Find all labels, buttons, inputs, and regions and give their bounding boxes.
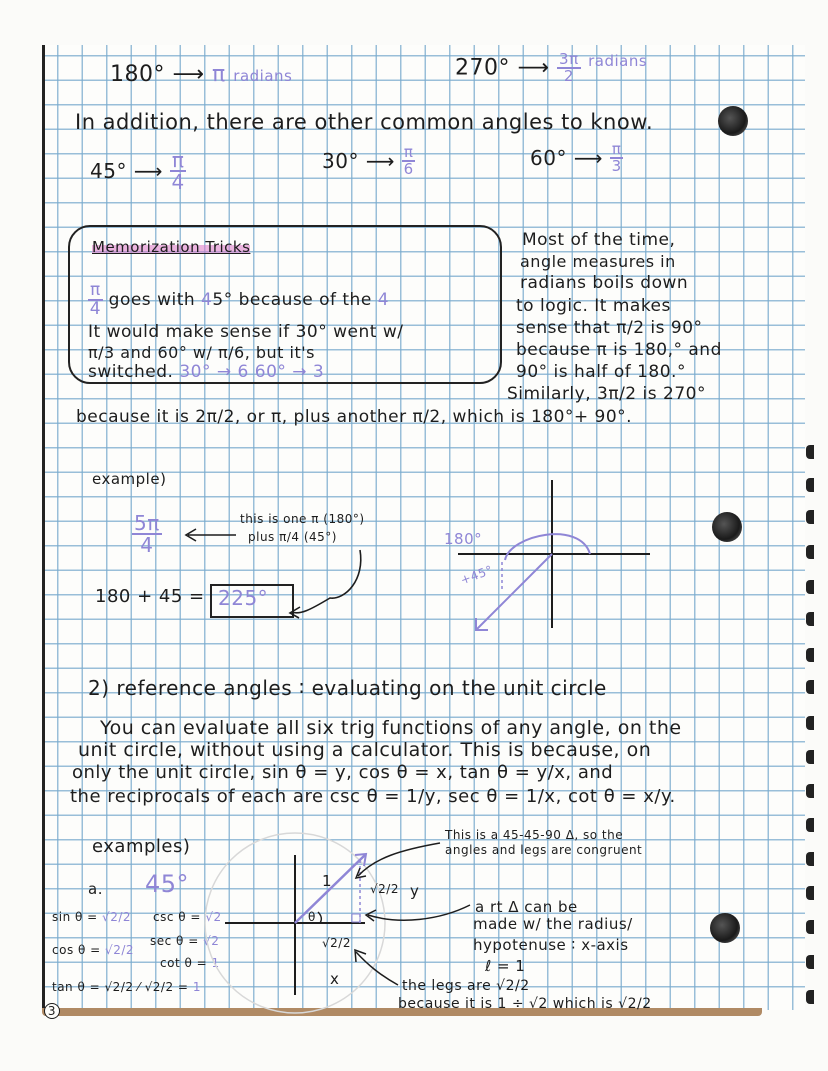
degrees: 45°	[90, 159, 127, 183]
lhs: sec θ =	[150, 934, 199, 948]
mapping-text: 30° → 6 60° → 3	[179, 362, 325, 382]
equals: =	[177, 980, 189, 994]
numerator: π	[171, 148, 185, 172]
denominator: 2	[563, 67, 574, 85]
text: goes with	[108, 290, 196, 310]
degrees-270: 270°	[455, 55, 510, 81]
answer-225: 225°	[218, 586, 269, 610]
value: √2	[205, 910, 222, 924]
note-legs-line: the legs are √2/2	[402, 978, 530, 994]
side-note-line: angle measures in	[520, 252, 676, 271]
x-label: x	[330, 970, 340, 988]
arrow-right-icon: ⟶	[133, 159, 170, 183]
side-note-line: 90° is half of 180.°	[516, 362, 686, 382]
value: √2	[203, 934, 220, 948]
note-right-line: ℓ = 1	[485, 957, 526, 975]
numerator: π	[90, 280, 101, 300]
title-text: Memorization Tricks	[92, 238, 251, 256]
intro-line: In addition, there are other common angles to know.	[75, 110, 654, 134]
text: switched.	[88, 362, 174, 382]
side-note-line: Most of the time,	[522, 230, 676, 250]
example-a-label: a.	[88, 880, 103, 898]
degrees: 60°	[530, 146, 567, 170]
arrow-right-icon: ⟶	[573, 146, 610, 170]
unit-label: radians	[588, 52, 648, 70]
numerator: π	[611, 140, 622, 158]
note-triangle-line: angles and legs are congruent	[445, 843, 643, 857]
radians-pi: π	[212, 62, 226, 87]
denominator: 4	[89, 299, 102, 319]
note-triangle-line: This is a 45-45-90 Δ, so the	[445, 828, 624, 842]
numerator: π	[403, 143, 414, 161]
note-right-line: hypotenuse ∶ x-axis	[473, 936, 629, 954]
lhs: sin θ =	[52, 910, 98, 924]
value: 1	[211, 956, 220, 970]
numerator: 5π	[134, 511, 160, 535]
y-label: y	[410, 882, 420, 900]
graph-label-180: 180°	[444, 530, 483, 548]
page-number-text: 3	[44, 1003, 60, 1019]
side-note-line: sense that π/2 is 90°	[516, 318, 703, 338]
side-note-line: Similarly, 3π/2 is 270°	[507, 384, 706, 404]
section-2-para-line: the reciprocals of each are csc θ = 1/y, sec θ = 1/x, cot θ = x/y.	[70, 786, 676, 807]
lhs: csc θ =	[153, 910, 201, 924]
side-note-line: to logic. It makes	[516, 296, 671, 316]
arrow-right-icon: ⟶	[517, 55, 558, 81]
text: 5° because of the	[212, 290, 372, 310]
graph-label-45: +45°	[458, 562, 495, 588]
arrow-right-icon: ⟶	[172, 62, 213, 87]
arrow-right-icon: ⟶	[365, 149, 402, 173]
side-note-continuation: because it is 2π/2, or π, plus another π/2, which is 180°+ 90°.	[76, 407, 633, 427]
section-2-para-line: You can evaluate all six trig functions of any angle, on the	[100, 717, 682, 739]
denominator: 3	[611, 157, 622, 175]
value: 1	[192, 980, 201, 994]
lhs: cos θ =	[52, 943, 101, 957]
memorization-line2: It would make sense if 30° went w/	[88, 322, 404, 342]
lhs: cot θ =	[160, 956, 208, 970]
memorization-line3: π/3 and 60° w/ π/6, but it's	[88, 343, 315, 362]
denominator: 4	[140, 533, 154, 557]
lhs: tan θ =	[52, 980, 101, 994]
example-angle-45: 45°	[145, 870, 190, 898]
note-right-line: made w/ the radius/	[473, 915, 633, 933]
x-leg-label: √2/2	[322, 936, 351, 950]
note-right-line: a rt Δ can be	[475, 898, 578, 916]
denominator: 6	[403, 160, 414, 178]
highlight-4: 4	[201, 290, 213, 310]
numerator: 3π	[559, 50, 579, 68]
section-2-heading: 2) reference angles ∶ evaluating on the unit circle	[88, 676, 607, 700]
value: √2/2	[105, 943, 135, 957]
example-sum: 180 + 45 =	[95, 586, 205, 607]
section-2-para-line: only the unit circle, sin θ = y, cos θ = x, tan θ = y/x, and	[72, 762, 614, 783]
hypotenuse-label: 1	[322, 872, 333, 890]
degrees: 30°	[322, 149, 359, 173]
page-number	[44, 1003, 60, 1019]
example-label: example)	[92, 470, 167, 488]
side-note-line: because π is 180,° and	[516, 340, 722, 360]
unit-label: radians	[233, 67, 293, 85]
example-note-1: this is one π (180°)	[240, 512, 365, 526]
highlight-4: 4	[377, 290, 390, 310]
expression: √2/2 ⁄ √2/2	[104, 980, 174, 994]
side-note-line: radians boils down	[520, 273, 689, 293]
denominator: 4	[171, 170, 185, 194]
value: √2/2	[102, 910, 132, 924]
examples-label: examples)	[92, 836, 191, 857]
section-2-para-line: unit circle, without using a calculator. This is because, on	[78, 739, 652, 761]
y-leg-label: √2/2	[370, 882, 399, 896]
degrees-180: 180°	[110, 62, 165, 87]
example-note-2: plus π/4 (45°)	[248, 530, 337, 544]
note-legs-line: because it is 1 ÷ √2 which is √2/2	[398, 996, 652, 1012]
theta-label: θ	[308, 910, 316, 924]
